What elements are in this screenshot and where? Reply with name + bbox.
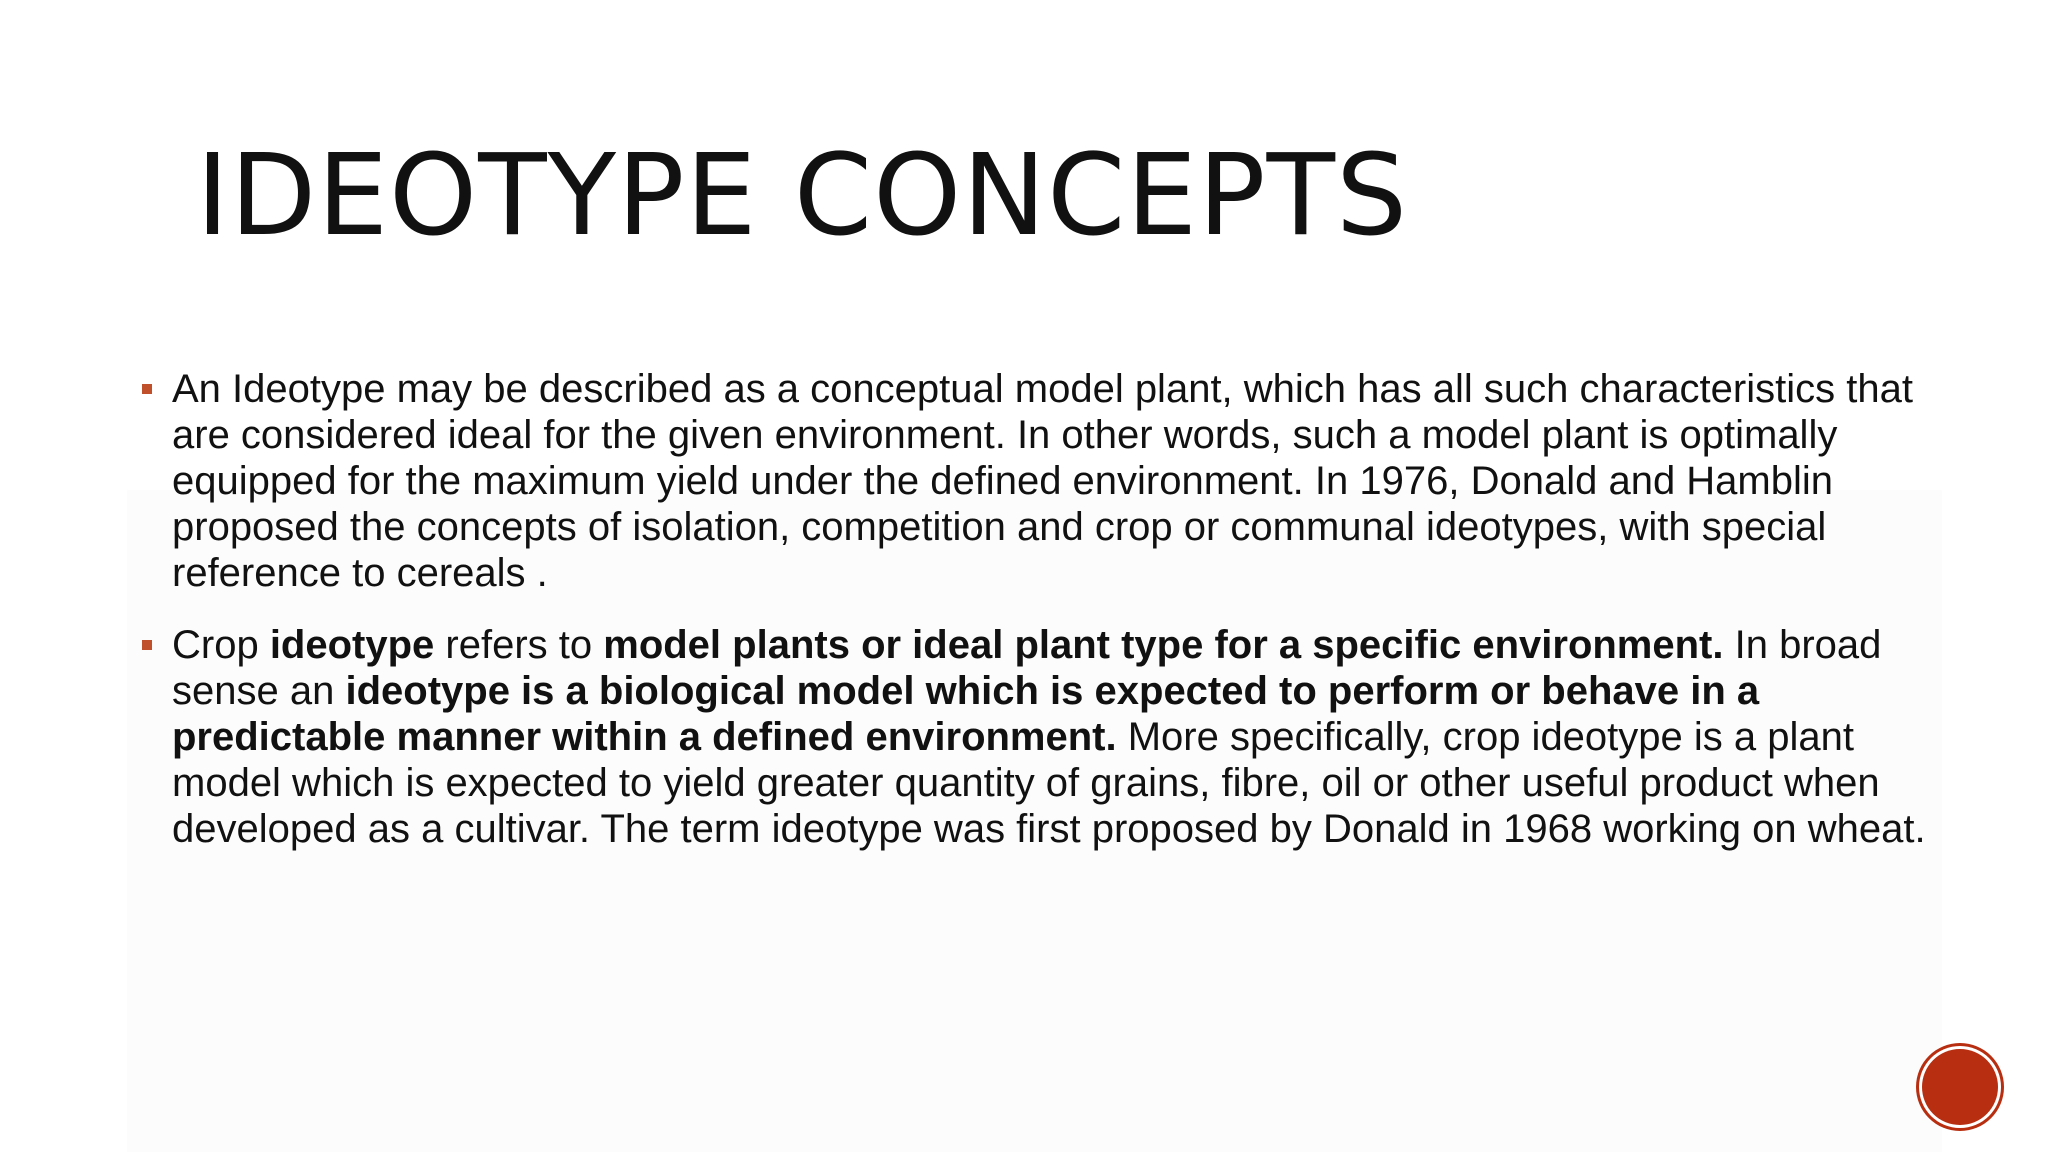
bullet-text-bold: ideotype is a biological model which is expected to perform or behave in a predictable manner within a defined environment. (172, 669, 1760, 759)
bullet-text-bold: model plants or ideal plant type for a specific environment. (603, 623, 1724, 667)
bullet-text-bold: ideotype (269, 623, 435, 667)
bullet-item-crop-ideotype (172, 622, 1942, 852)
bullet-text-segment: More specifically, crop ideotype is a plant model which is expected to yield greater quantity of grains, fibre, oil or other useful product when developed as a cultivar. The term ideotype was first proposed by Donald in 1968 working on wheat. (172, 715, 1926, 851)
square-bullet-icon (142, 384, 152, 394)
bullet-text-segment: Crop (172, 623, 270, 667)
square-bullet-icon (142, 640, 152, 650)
bullet-text-segment: refers to (434, 623, 604, 667)
bullet-text: An Ideotype may be described as a conceptual model plant, which has all such characteristics that are considered ideal for the given environment. In other words, such a model plant is optimally equipped for the maximum yield under the defined environment. In 1976, Donald and Hamblin proposed the concepts of isolation, competition and crop or communal ideotypes, with special reference to cereals . (172, 367, 1913, 595)
slide-nav-button[interactable] (1922, 1049, 1998, 1125)
bullet-list (172, 366, 1942, 878)
bullet-text-segment: In broad sense an (172, 623, 1882, 713)
bullet-item-ideotype-definition (172, 366, 1942, 596)
slide-title: IDEOTYPE CONCEPTS (196, 131, 1409, 261)
